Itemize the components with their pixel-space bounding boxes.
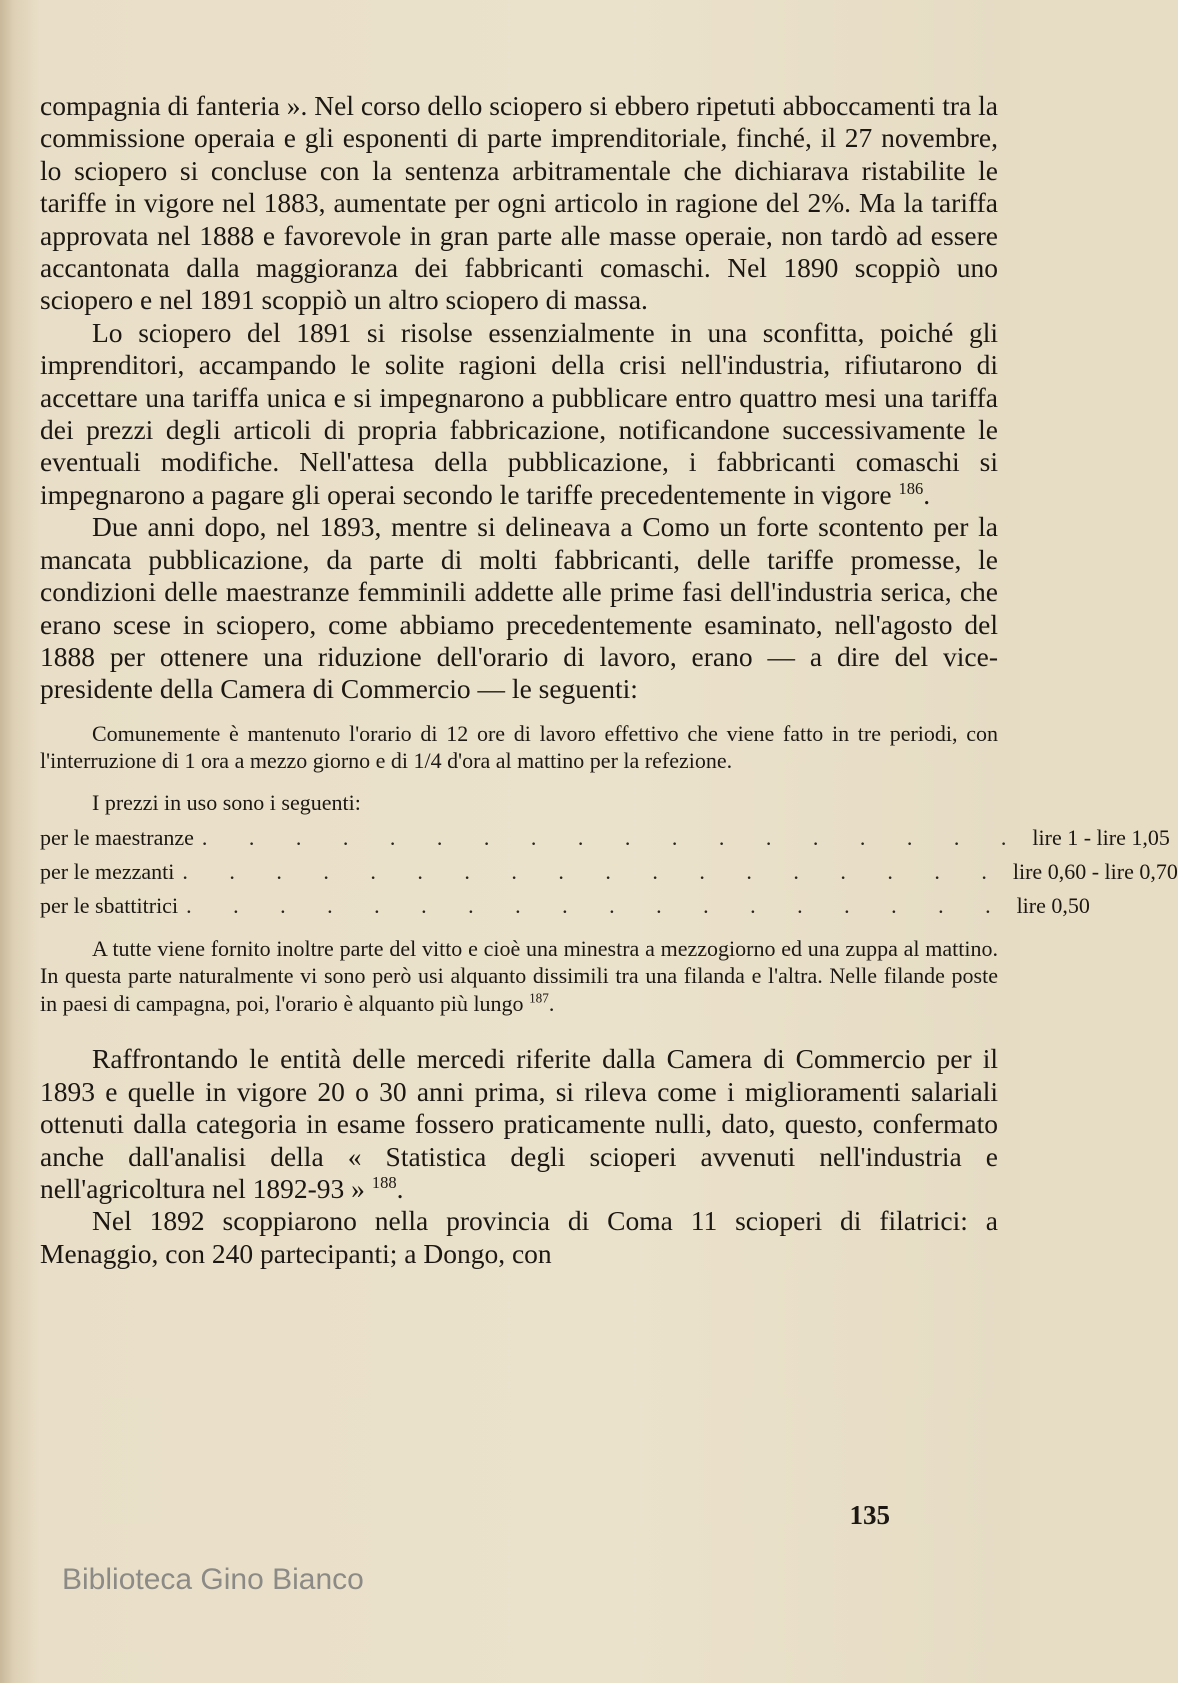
footnote-ref: 187 xyxy=(529,990,549,1006)
paragraph-4-text: Raffrontando le entità delle mercedi riferite dalla Camera di Commercio per il 1893 e quelle in vigore 20 o 30 anni prima, si rileva come i miglioramenti salariali ottenuti dalla categoria in esame fossero praticamente nulli, dato, questo, confermato anche dall'analisi della « Statistica degli scioperi avvenuti nell'industria e nell'agricoltura nel 1892-93 » xyxy=(40,1043,998,1204)
paragraph-2-text: Lo sciopero del 1891 si risolse essenzialmente in una sconfitta, poiché gli imprenditori, accampando le solite ragioni della crisi nell'industria, rifiutarono di accettare una tariffa unica e si impegnarono a pubblicare entro quattro mesi una tariffa dei prezzi degli articoli di propria fabbricazione, notificandone successivamente le eventuali modifiche. Nell'attesa della pubblicazione, i fabbricanti comaschi si impegnarono a pagare gli operai secondo le tariffe precedentemente in vigore xyxy=(40,316,998,510)
price-label: per le maestranze xyxy=(40,824,194,850)
period: . xyxy=(548,990,555,1016)
price-row xyxy=(40,821,1170,855)
price-row xyxy=(40,889,1090,923)
quote-paragraph-2 xyxy=(40,935,998,1018)
price-label: per le sbattitrici xyxy=(40,892,179,918)
price-value: lire 0,50 xyxy=(1016,892,1090,918)
block-quote xyxy=(40,720,1178,1018)
leader-dots: . . . . . . . . . . . . . . . . . . xyxy=(182,858,1005,884)
paragraph-3: Due anni dopo, nel 1893, mentre si delineava a Como un forte scontento per la mancata pubblicazione, da parte di molti fabbricanti, delle tariffe promesse, le condizioni delle maestranze femminili addette alle prime fasi dell'industria serica, che erano scese in sciopero, come abbiamo precedentemente esaminato, nell'agosto del 1888 per ottenere una riduzione dell'orario di lavoro, erano — a dire del vice-presidente della Camera di Commercio — le seguenti: xyxy=(40,511,998,705)
price-value: lire 0,60 - lire 0,70 xyxy=(1012,858,1178,884)
leader-dots: . . . . . . . . . . . . . . . . . . xyxy=(186,892,1009,918)
paragraph-5: Nel 1892 scoppiarono nella provincia di Coma 11 scioperi di filatrici: a Menaggio, con 240 partecipanti; a Dongo, con xyxy=(40,1205,998,1269)
footnote-ref: 188 xyxy=(371,1172,397,1192)
quote-paragraph-1: Comunemente è mantenuto l'orario di 12 ore di lavoro effettivo che viene fatto in tre periodi, con l'interruzione di 1 ora a mezzo giorno e di 1/4 d'ora al mattino per la refezione. xyxy=(40,720,998,774)
price-heading: I prezzi in uso sono i seguenti: xyxy=(92,789,361,815)
price-row xyxy=(40,855,1178,889)
paragraph-2 xyxy=(40,317,998,511)
paragraph-1: compagnia di fanteria ». Nel corso dello sciopero si ebbero ripetuti abboccamenti tra la commissione operaia e gli esponenti di parte imprenditoriale, finché, il 27 novembre, lo sciopero si concluse con la sentenza arbitramentale che dichiarava ristabilite le tariffe in vigore nel 1883, aumentate per ogni articolo in ragione del 2%. Ma la tariffa approvata nel 1888 e favorevole in gran parte alle masse operaie, non tardò ad essere accantonata dalla maggioranza dei fabbricanti comaschi. Nel 1890 scoppiò uno sciopero e nel 1891 scoppiò un altro sciopero di massa. xyxy=(40,90,998,316)
period: . xyxy=(396,1172,404,1204)
period: . xyxy=(923,478,931,510)
quote-paragraph-2-text: A tutte viene fornito inoltre parte del vitto e cioè una minestra a mezzogiorno ed una zuppa al mattino. In questa parte naturalmente vi sono però usi alquanto dissimili tra una filanda e l'altra. Nelle filande poste in paesi di campagna, poi, l'orario è alquanto più lungo xyxy=(40,935,998,1016)
library-watermark: Biblioteca Gino Bianco xyxy=(62,1563,364,1596)
paragraph-4 xyxy=(40,1043,998,1205)
price-value: lire 1 - lire 1,05 xyxy=(1032,824,1170,850)
page-number: 135 xyxy=(849,1500,890,1530)
footnote-ref: 186 xyxy=(898,478,924,498)
leader-dots: . . . . . . . . . . . . . . . . . . xyxy=(201,824,1025,850)
text-block xyxy=(40,90,1178,1270)
price-label: per le mezzanti xyxy=(40,858,175,884)
